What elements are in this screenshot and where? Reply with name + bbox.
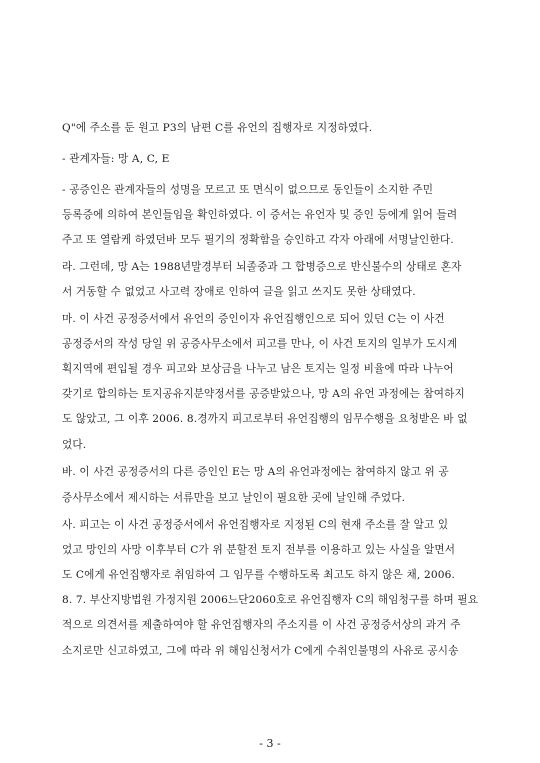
text-line-1: Q"에 주소를 둔 원고 P3의 남편 C를 유언의 집행자로 지정하였다. xyxy=(62,122,373,134)
text-line-8: 마. 이 사건 공정증서에서 유언의 증인이자 유언집행인으로 되어 있던 C는 이 사건 xyxy=(62,313,445,325)
text-line-5: 주고 또 열람케 하였던바 모두 필기의 정확함을 승인하고 각자 아래에 서명날인한다. xyxy=(62,234,454,246)
text-line-3: - 공증인은 관계자들의 성명을 모르고 또 면식이 없으므로 동인들이 소지한 주민 xyxy=(62,184,434,196)
text-line-16: 사. 피고는 이 사건 공정증서에서 유언집행자로 지정된 C의 현재 주소를 잘 알고 있 xyxy=(62,519,449,531)
text-line-11: 갖기로 합의하는 토지공유지분약정서를 공증받았으나, 망 A의 유언 과정에는 참여하지 xyxy=(62,388,465,400)
text-line-6: 라. 그런데, 망 A는 1988년말경부터 뇌졸중과 그 합병증으로 반신불수의 상태로 혼자 xyxy=(62,261,462,273)
text-line-18: 도 C에게 유언집행자로 취임하여 그 임무를 수행하도록 최고도 하지 않은 채, 2006. xyxy=(62,569,456,581)
text-line-19: 8. 7. 부산지방법원 가정지원 2006느단2060호로 유언집행자 C의 해임청구를 하며 필요 xyxy=(62,594,479,606)
text-line-21: 소지로만 신고하였고, 그에 따라 위 해임신청서가 C에게 수취인불명의 사유로 공시송 xyxy=(62,645,459,657)
text-line-7: 서 거동할 수 없었고 사고력 장애로 인하여 글을 읽고 쓰지도 못한 상태였다. xyxy=(62,286,416,298)
text-line-9: 공정증서의 작성 당일 위 공증사무소에서 피고를 만나, 이 사건 토지의 일부가 도시계 xyxy=(62,338,458,350)
text-line-4: 등록증에 의하여 본인들임을 확인하였다. 이 증서는 유언자 및 증인 등에게 읽어 들려 xyxy=(62,209,458,221)
text-line-14: 바. 이 사건 공정증서의 다른 증인인 E는 망 A의 유언과정에는 참여하지 않고 위 공 xyxy=(62,466,449,478)
page-number: - 3 - xyxy=(259,737,281,750)
text-line-2: - 관계자들: 망 A, C, E xyxy=(62,153,170,165)
text-line-17: 었고 망인의 사망 이후부터 C가 위 분할전 토지 전부를 이용하고 있는 사실을 알면서 xyxy=(62,544,456,556)
text-line-12: 도 않았고, 그 이후 2006. 8.경까지 피고로부터 유언집행의 임무수행을 요청받은 바 없 xyxy=(62,413,468,425)
text-line-20: 적으로 의견서를 제출하여야 할 유언집행자의 주소지를 이 사건 공정증서상의 과거 주 xyxy=(62,619,461,631)
text-line-13: 었다. xyxy=(62,439,87,451)
text-line-10: 획지역에 편입될 경우 피고와 보상금을 나누고 남은 토지는 일정 비율에 따라 나누어 xyxy=(62,363,454,375)
text-line-15: 증사무소에서 제시하는 서류만을 보고 날인이 필요한 곳에 날인해 주었다. xyxy=(62,492,406,504)
